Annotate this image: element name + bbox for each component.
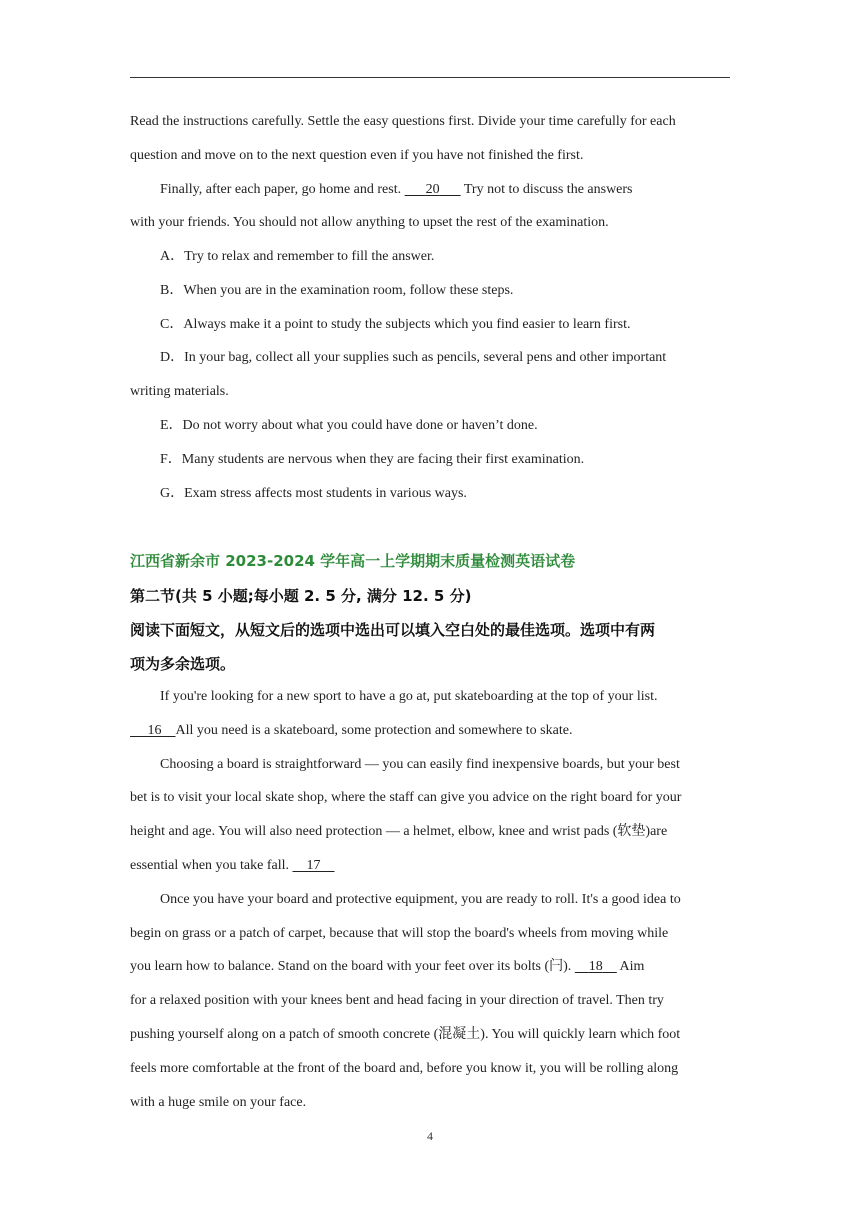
passage-line: begin on grass or a patch of carpet, because that will stop the board's wheels from moving while <box>130 926 669 941</box>
passage-line: height and age. You will also need protection — a helmet, elbow, knee and wrist pads (软垫)are <box>130 824 668 839</box>
option-e: E．Do not worry about what you could have done or haven’t done. <box>160 418 538 433</box>
passage-line: If you're looking for a new sport to have a go at, put skateboarding at the top of your list. <box>160 689 658 704</box>
option-d-continued: writing materials. <box>130 384 229 399</box>
option-f: F．Many students are nervous when they are facing their first examination. <box>160 452 585 467</box>
passage-text: Aim <box>619 959 645 974</box>
passage-text: All you need is a skateboard, some protection and somewhere to skate. <box>175 723 573 738</box>
passage-line: pushing yourself along on a patch of smooth concrete (混凝土). You will quickly learn which foot <box>130 1027 681 1042</box>
passage-text: Try not to discuss the answers <box>463 182 633 197</box>
passage-line <box>130 722 740 740</box>
answer-blank-17: 17 <box>306 858 321 873</box>
passage-text: you learn how to balance. Stand on the board with your feet over its bolts (闩). <box>130 959 572 974</box>
page-number: 4 <box>427 1129 433 1143</box>
passage-line <box>130 958 740 976</box>
option-d: D．In your bag, collect all your supplies such as pencils, several pens and other important <box>160 350 667 365</box>
section-heading: 第二节(共 5 小题;每小题 2. 5 分, 满分 12. 5 分) <box>130 587 472 605</box>
passage-line: with a huge smile on your face. <box>130 1095 307 1110</box>
passage-line: bet is to visit your local skate shop, where the staff can give you advice on the right board for your <box>130 790 682 805</box>
option-b: B．When you are in the examination room, follow these steps. <box>160 283 514 298</box>
passage-line: Once you have your board and protective equipment, you are ready to roll. It's a good idea to <box>160 892 681 907</box>
exam-source-title: 江西省新余市 2023-2024 学年高一上学期期末质量检测英语试卷 <box>130 552 576 570</box>
answer-blank-16: 16 <box>147 723 162 738</box>
answer-blank-20: 20 <box>425 182 440 197</box>
section-instruction-continued: 项为多余选项。 <box>130 655 236 673</box>
passage-line: with your friends. You should not allow anything to upset the rest of the examination. <box>130 215 609 230</box>
passage-line: question and move on to the next question even if you have not finished the first. <box>130 148 584 163</box>
passage-line: Read the instructions carefully. Settle the easy questions first. Divide your time carefully for each <box>130 114 676 129</box>
passage-text: Finally, after each paper, go home and rest. <box>160 182 402 197</box>
passage-text: essential when you take fall. <box>130 858 290 873</box>
passage-line <box>160 181 770 199</box>
section-instruction: 阅读下面短文，从短文后的选项中选出可以填入空白处的最佳选项。选项中有两 <box>130 621 656 639</box>
passage-line: for a relaxed position with your knees bent and head facing in your direction of travel. Then try <box>130 993 664 1008</box>
answer-blank-18: 18 <box>588 959 603 974</box>
option-c: C．Always make it a point to study the subjects which you find easier to learn first. <box>160 317 631 332</box>
option-a: A．Try to relax and remember to fill the answer. <box>160 249 435 264</box>
option-g: G．Exam stress affects most students in various ways. <box>160 486 467 501</box>
header-rule <box>130 77 730 78</box>
passage-line: feels more comfortable at the front of the board and, before you know it, you will be rolling along <box>130 1061 679 1076</box>
passage-line <box>130 857 740 875</box>
passage-line: Choosing a board is straightforward — you can easily find inexpensive boards, but your best <box>160 757 680 772</box>
